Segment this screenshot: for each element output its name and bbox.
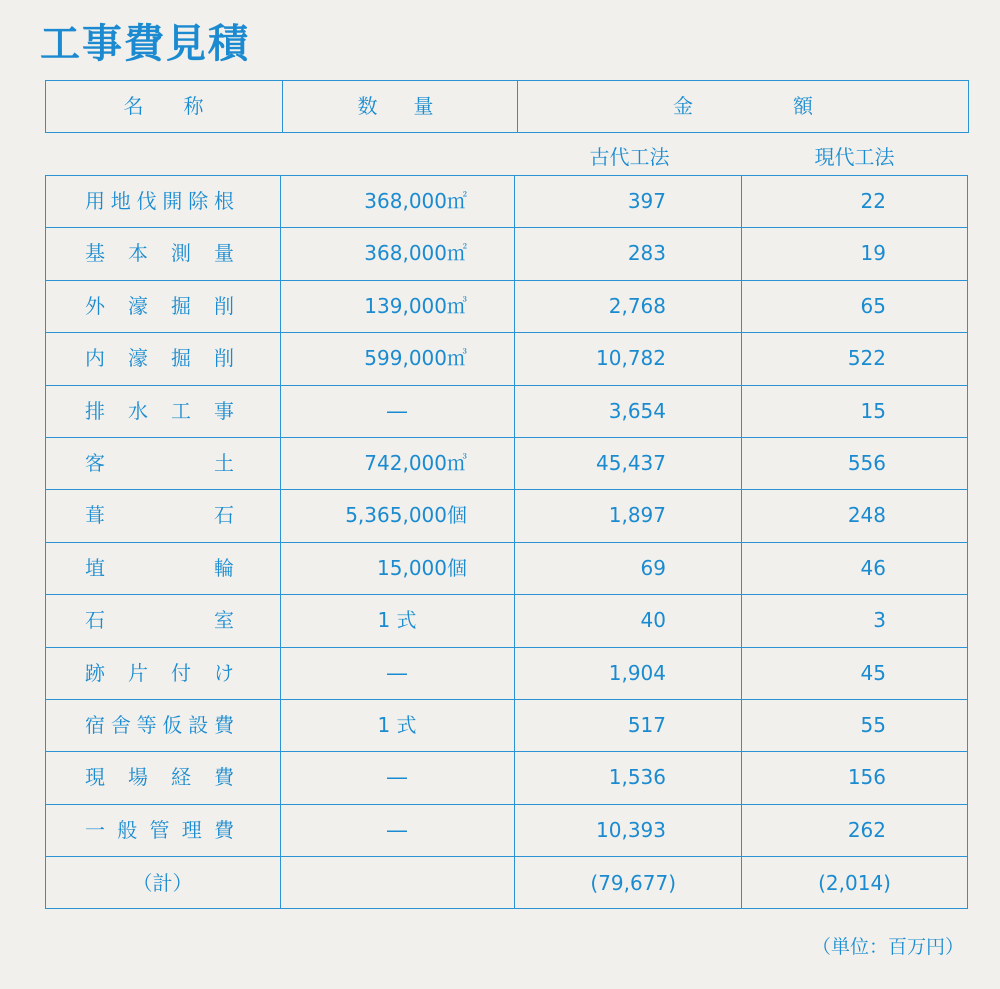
row-ancient-cost: 2,768: [608, 293, 666, 318]
row-modern-cost: 46: [860, 555, 886, 580]
row-quantity: 5,365,000個: [345, 503, 467, 528]
total-label: （計）: [132, 871, 193, 895]
row-divider: [45, 804, 968, 805]
row-name: 一般管理費: [85, 817, 235, 842]
header-ancient-method: 古代工法: [589, 145, 670, 169]
row-modern-cost: 65: [860, 293, 886, 318]
row-quantity: 1 式: [377, 608, 417, 633]
row-ancient-cost: 10,393: [596, 817, 666, 842]
row-divider: [45, 227, 968, 228]
row-quantity: 139,000㎥: [364, 293, 467, 318]
row-ancient-cost: 1,904: [608, 660, 666, 685]
row-quantity: ―: [387, 398, 407, 423]
row-ancient-cost: 1,536: [608, 765, 666, 790]
row-quantity: 368,000㎡: [364, 241, 467, 266]
row-ancient-cost: 10,782: [596, 346, 666, 371]
row-name: 現 場 経 費: [85, 765, 235, 790]
row-divider: [45, 385, 968, 386]
row-ancient-cost: 283: [627, 241, 666, 266]
row-modern-cost: 45: [860, 660, 886, 685]
row-divider: [45, 542, 968, 543]
row-quantity: 1 式: [377, 713, 417, 737]
row-modern-cost: 3: [873, 608, 886, 633]
row-ancient-cost: 40: [640, 608, 666, 633]
total-modern: (2,014): [818, 871, 891, 895]
row-name: 基 本 測 量: [85, 241, 235, 266]
row-quantity: ―: [387, 660, 407, 685]
header-quantity: 数 量: [357, 94, 442, 118]
row-divider: [45, 699, 968, 700]
row-divider: [45, 594, 968, 595]
page-title: 工事費見積: [40, 20, 250, 67]
row-divider: [45, 437, 968, 438]
header-amount: 金 額: [673, 94, 813, 118]
header-modern-method: 現代工法: [814, 145, 895, 169]
row-quantity: ―: [387, 765, 407, 790]
row-divider: [45, 856, 968, 857]
row-modern-cost: 22: [860, 189, 886, 213]
row-ancient-cost: 45,437: [596, 451, 666, 475]
row-name: 宿舎等仮設費: [85, 713, 235, 737]
header-name: 名 称: [123, 94, 204, 118]
row-quantity: 368,000㎡: [364, 189, 467, 213]
row-quantity: 15,000個: [377, 555, 467, 580]
row-modern-cost: 55: [860, 713, 886, 737]
row-divider: [45, 489, 968, 490]
row-modern-cost: 248: [847, 503, 886, 528]
row-modern-cost: 262: [847, 817, 886, 842]
row-divider: [45, 280, 968, 281]
row-modern-cost: 556: [847, 451, 886, 475]
unit-note: （単位：百万円）: [811, 936, 964, 958]
row-quantity: ―: [387, 817, 407, 842]
row-name: 内 濠 掘 削: [85, 346, 235, 371]
row-name: 跡 片 付 け: [85, 660, 235, 685]
row-name: 客 土: [85, 451, 235, 475]
row-name: 葺 石: [85, 503, 235, 528]
row-quantity: 742,000㎥: [364, 451, 467, 475]
row-name: 埴 輪: [85, 555, 235, 580]
row-ancient-cost: 1,897: [608, 503, 666, 528]
total-ancient: (79,677): [590, 871, 676, 895]
row-ancient-cost: 517: [627, 713, 666, 737]
row-name: 外 濠 掘 削: [85, 293, 235, 318]
row-name: 排 水 工 事: [85, 398, 235, 423]
row-ancient-cost: 397: [627, 189, 666, 213]
row-divider: [45, 332, 968, 333]
row-name: 石 室: [85, 608, 235, 633]
row-modern-cost: 19: [860, 241, 886, 266]
row-name: 用地伐開除根: [85, 189, 235, 213]
row-modern-cost: 15: [860, 398, 886, 423]
row-ancient-cost: 69: [640, 555, 666, 580]
row-quantity: 599,000㎥: [364, 346, 467, 371]
row-divider: [45, 647, 968, 648]
row-modern-cost: 156: [847, 765, 886, 790]
row-divider: [45, 751, 968, 752]
row-modern-cost: 522: [847, 346, 886, 371]
row-ancient-cost: 3,654: [608, 398, 666, 423]
